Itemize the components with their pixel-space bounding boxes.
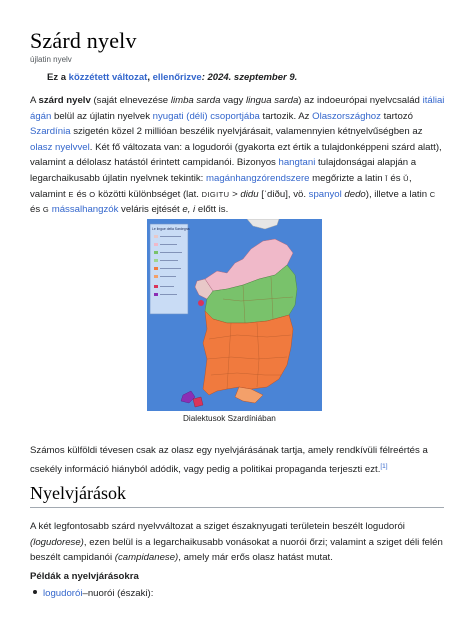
text: , amely már erős olasz hatást mutat. bbox=[178, 552, 333, 564]
notice-prefix: Ez a bbox=[47, 72, 69, 83]
dialects-paragraph bbox=[30, 519, 446, 566]
page-subtitle: újlatin nyelv bbox=[30, 55, 72, 64]
text: [ˈdiðu], vö. bbox=[258, 188, 309, 200]
text: (saját elnevezése bbox=[90, 95, 171, 106]
map-caption: Dialektusok Szardíniában bbox=[183, 414, 276, 423]
text: és bbox=[73, 188, 90, 200]
intro-paragraph bbox=[30, 93, 446, 218]
text: ) az indoeurópai nyelvcsalád bbox=[298, 95, 423, 106]
legend-swatch-logudorese bbox=[154, 251, 158, 254]
text: , valamint bbox=[30, 172, 412, 200]
legend-swatch-campidanese bbox=[154, 267, 158, 270]
term-bold: szárd nyelv bbox=[38, 95, 91, 106]
region-sant-antioco bbox=[193, 397, 203, 407]
link-phonology[interactable]: hangtani bbox=[278, 157, 316, 169]
term-italic: (campidanese) bbox=[114, 552, 179, 564]
term-italic: lingua sarda bbox=[246, 95, 299, 106]
latin-letter: E bbox=[68, 189, 74, 199]
dialect-map-image[interactable] bbox=[147, 219, 322, 411]
link-western-group[interactable]: nyugati (déli) csoportjába bbox=[152, 110, 260, 122]
text: ), illetve a latin bbox=[365, 188, 430, 200]
reviewed-link[interactable]: ellenőrizve bbox=[152, 72, 202, 83]
text: közötti különbséget (lat. bbox=[95, 188, 202, 200]
text: szigetén közel 2 millióan beszélik nyelvjárásait, valamennyien kétnyelvűségben az bbox=[70, 126, 423, 138]
text: megőrizte a latin bbox=[309, 172, 386, 184]
page-title: Szárd nyelv bbox=[30, 28, 137, 53]
term-italic: dedo bbox=[344, 188, 366, 200]
map-legend-title: Le lingue della Sardegna bbox=[152, 227, 190, 231]
link-sardinia[interactable]: Szardínia bbox=[30, 126, 71, 138]
legend-swatch-catalan bbox=[154, 285, 158, 288]
legend-swatch-campidanese-2 bbox=[154, 275, 158, 278]
link-consonants[interactable]: mássalhangzók bbox=[51, 204, 119, 216]
text: belül az újlatin nyelvek bbox=[51, 110, 153, 122]
link-italian-language[interactable]: olasz nyelvvel bbox=[30, 141, 90, 153]
latin-letter: Ī bbox=[385, 173, 388, 183]
text: > bbox=[229, 188, 241, 200]
latin-letter: G bbox=[42, 205, 50, 215]
notice-comma: , bbox=[147, 72, 153, 83]
text: veláris ejtését bbox=[118, 204, 183, 216]
text: tulajdonságai alapján a legarchaikusabb újlatin nyelvnek tekintik: bbox=[30, 157, 417, 184]
section-divider bbox=[30, 507, 444, 508]
text: , ezen belül is a legarchaikusabb vonásokat a nuorói őrzi; valamint a sziget déli felén beszélt campidanói bbox=[30, 536, 443, 564]
text: és bbox=[30, 204, 43, 216]
examples-heading: Példák a nyelvjárásokra bbox=[30, 571, 139, 582]
published-version-link[interactable]: közzétett változat bbox=[68, 72, 148, 83]
latin-letter: C bbox=[429, 189, 436, 199]
term-italic: (logudorese) bbox=[30, 536, 84, 548]
reference-link[interactable]: [1] bbox=[380, 462, 388, 470]
text: A két legfontosabb szárd nyelvváltozat a sziget északnyugati területein beszélt logudorói bbox=[30, 521, 405, 532]
text: tartozó bbox=[380, 110, 413, 122]
misconception-paragraph bbox=[30, 443, 446, 477]
sardinia-map bbox=[147, 219, 322, 411]
link-vowel-system[interactable]: magánhangzórendszere bbox=[206, 172, 310, 184]
review-notice bbox=[47, 72, 297, 83]
term-italic: limba sarda bbox=[170, 95, 221, 106]
text: . Két fő változata van: a logudorói (gyakorta ezt értik a tulajdonképpeni szárd alatt), valamint a délolasz hatástól érintett campidanói. Bizonyos bbox=[30, 141, 442, 169]
legend-swatch-sassarese bbox=[154, 235, 158, 238]
text: Számos külföldi tévesen csak az olasz egy nyelvjárásának tartja, amely rendkívüli félreértés a csekély információ hiányból adódik, vagy pedig a politikai propaganda terjeszti ezt. bbox=[30, 445, 428, 475]
bullet-icon bbox=[33, 590, 37, 594]
legend-swatch-logudorese-2 bbox=[154, 259, 158, 262]
link-logudorese[interactable]: logudorói bbox=[43, 588, 83, 599]
notice-date: : 2024. szeptember 9. bbox=[201, 72, 298, 83]
legend-swatch-gallurese bbox=[154, 243, 158, 246]
link-italy[interactable]: Olaszországhoz bbox=[312, 110, 381, 122]
section-heading-dialects: Nyelvjárások bbox=[30, 483, 126, 503]
term-italic: e, i bbox=[182, 204, 196, 216]
text: –nuorói (északi): bbox=[82, 588, 154, 599]
link-spanish[interactable]: spanyol bbox=[308, 188, 342, 200]
region-alghero-catalan bbox=[198, 300, 204, 306]
text: és bbox=[387, 172, 404, 184]
latin-letter: O bbox=[89, 189, 96, 199]
text: előtt is. bbox=[195, 204, 229, 216]
latin-word: DIGITU bbox=[201, 189, 230, 199]
text: tartozik. Az bbox=[259, 110, 313, 122]
list-item bbox=[30, 588, 153, 599]
latin-letter: Ŭ bbox=[403, 173, 409, 183]
legend-swatch-tabarchino bbox=[154, 293, 158, 296]
term-italic: didu bbox=[240, 188, 259, 200]
text: vagy bbox=[220, 95, 247, 106]
text: A bbox=[30, 95, 39, 106]
link-italic-branch[interactable]: itáliai ágán bbox=[30, 95, 445, 122]
